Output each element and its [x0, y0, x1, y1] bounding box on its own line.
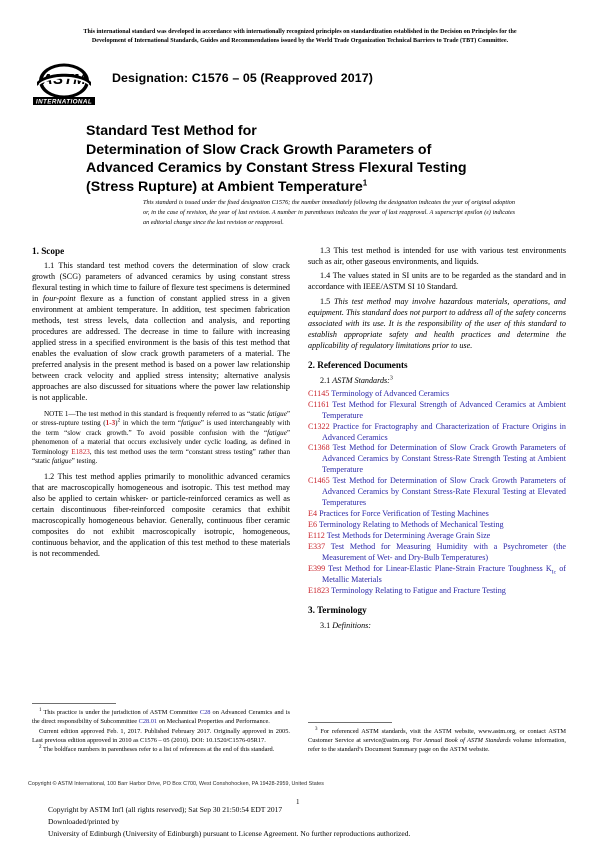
paragraph-1-5-number: 1.5 [320, 296, 331, 306]
four-point-emphasis: four-point [42, 293, 76, 303]
paragraph-1-1-number: 1.1 [44, 260, 55, 270]
tbt-banner [34, 28, 566, 47]
note-1: NOTE 1—The test method in this standard is frequently referred to as “static fatigue” or stress-rupture testing $(1-3)^2$ in which the term “fatigue” is used interchangeably with the term “slow crack growth.” To avoid possible confusion with the “fatigue” phenomenon of a material that occurs exclusively under cyclic loading, as defined in Terminology E1823, this test method uses the term “constant stress testing” rather than “static fatigue” testing. [32, 409, 291, 466]
committee-link-c28[interactable]: C28 [199, 709, 211, 716]
paragraph-1-2-number: 1.2 [44, 471, 55, 481]
footnote-1: $^1$ This practice is under the jurisdiction of ASTM Committee C28 on Advanced Ceramics and is the direct responsibility of Subcommittee C28.01 on Mechanical Properties and Performance. [32, 707, 290, 725]
astm-logo-subtext-label: INTERNATIONAL [35, 98, 93, 106]
reference-link-e1823[interactable]: E1823 [71, 447, 90, 456]
stamp-line-3: University of Edinburgh (University of Edinburgh) pursuant to License Agreement. No further reproductions authorized. [48, 828, 411, 838]
paragraph-1-1: 1.1 This standard test method covers the determination of slow crack growth (SCG) parameters of advanced ceramics by using constant stress flexural testing in which time to failure of flexure test specimens is determined in four-point flexure as a function of constant applied stress in a given environment at ambient temperature. In addition, test specimen fabrication methods, test stress levels, data collection and analysis, and reporting procedures are addressed. The decrease in time to failure with increasing applied stress in a specified environment is the basis of this test method that enables the evaluation of slow crack growth parameters of a material. The preferred analysis in the present method is based on a power law relationship between crack velocity and applied stress intensity; alternative analysis approaches are also discussed for situations where the power law relationship is not applicable. [32, 260, 290, 402]
list-item[interactable]: C1465 Test Method for Determination of Slow Crack Growth Parameters of Advanced Ceramics by Constant Stress-Rate Flexural Testing at Elevated Temperatures [308, 476, 566, 508]
section-heading-terminology: 3. Terminology [308, 605, 367, 616]
footnote-2: $^2$ The boldface numbers in parentheses refer to a list of references at the end of this standard. [39, 744, 275, 753]
subsection-astm-standards: 2.1 ASTM Standards:$^3$ [320, 374, 393, 385]
copyright-line: Copyright © ASTM International, 100 Barr Harbor Drive, PO Box C700, West Conshohocken, PA 19428-2959, United States [28, 781, 324, 787]
astm-logo [28, 62, 100, 108]
paragraph-1-2: 1.2 This test method applies primarily to monolithic advanced ceramics that are macroscopically homogeneous and isotropic. This test method may also be applied to certain whisker- or particle-reinforced ceramics as well as certain discontinuous fiber-reinforced composite ceramics that exhibit macroscopically homogeneous behavior. Generally, continuous fiber ceramic composites do not exhibit macroscopically isotropic, homogeneous, continuous behavior, and the application of this test method to these materials is not recommended. [32, 471, 291, 558]
title-line-2: Determination of Slow Crack Growth Parameters of [86, 141, 432, 158]
list-item[interactable]: E112 Test Methods for Determining Average Grain Size [308, 531, 491, 541]
footnote-3: $^3$ For referenced ASTM standards, visit the ASTM website, www.astm.org, or contact ASTM Customer Service at service@astm.org. For Annual Book of ASTM Standards volume information, refer to the standard’s Document Summary page on the ASTM website. [308, 726, 566, 753]
list-item[interactable]: E6 Terminology Relating to Methods of Mechanical Testing [308, 520, 504, 530]
svg-text:ASTM: ASTM [41, 71, 87, 88]
left-column [32, 246, 290, 559]
subcommittee-link-c2801[interactable]: C28.01 [138, 718, 158, 725]
note-1-label: NOTE 1— [44, 409, 76, 418]
footnote-current-edition: Current edition approved Feb. 1, 2017. Published February 2017. Originally approved in 2005. Last previous edition approved in 2010 as C1576 – 05 (2010). DOI: 10.1520/C1576-05R17. [32, 727, 290, 744]
title-line-1: Standard Test Method for [86, 123, 257, 139]
stamp-line-2: Downloaded/printed by [48, 816, 120, 826]
list-item[interactable]: C1368 Test Method for Determination of Slow Crack Growth Parameters of Advanced Ceramics by Constant Stress-Rate Strength Testing at Ambient Temperature [308, 443, 566, 475]
footnote-rule [308, 722, 392, 723]
referenced-standards-list [308, 389, 566, 597]
section-heading-scope: 1. Scope [32, 246, 65, 256]
list-item[interactable]: E399 Test Method for Linear-Elastic Plane-Strain Fracture Toughness $K_{Ic}$ of Metallic Materials [308, 564, 566, 585]
download-stamp [48, 804, 568, 840]
standard-issue-note: This standard is issued under the fixed designation C1576; the number immediately following the designation indicates the year of original adoption or, in the case of revision, the year of last revision. A number in parentheses indicates the year of last reapproval. A superscript epsilon (ε) indicates an editorial change since the last revision or reapproval. [143, 199, 515, 227]
list-item[interactable]: C1145 Terminology of Advanced Ceramics [308, 388, 450, 398]
page-title [86, 122, 556, 197]
logo-designation-row [28, 62, 568, 112]
paragraph-1-3: 1.3 This test method is intended for use with various test environments such as air, other gaseous environments, and liquids. [308, 246, 566, 266]
list-item[interactable]: E337 Test Method for Measuring Humidity with a Psychrometer (the Measurement of Wet- and Dry-Bulb Temperatures) [308, 542, 566, 563]
section-heading-referenced-documents: 2. Referenced Documents [308, 359, 408, 370]
designation-line: Designation: C1576 – 05 (Reapproved 2017) [112, 71, 373, 85]
title-line-3: Advanced Ceramics by Constant Stress Flexural Testing [86, 160, 467, 177]
list-item[interactable]: C1161 Test Method for Flexural Strength of Advanced Ceramics at Ambient Temperature [308, 399, 566, 420]
list-item[interactable]: E4 Practices for Force Verification of Testing Machines [308, 509, 489, 519]
footnotes-right [308, 722, 566, 754]
reference-link-1-3[interactable]: 1-3 [105, 419, 116, 428]
list-item[interactable]: C1322 Practice for Fractography and Characterization of Fracture Origins in Advanced Ceramics [308, 421, 566, 442]
paragraph-1-5: 1.5 This test method may involve hazardous materials, operations, and equipment. This standard does not purport to address all of the safety concerns associated with its use. It is the responsibility of the user of this standard to establish appropriate safety and health practices and determine the applicability of regulatory limitations prior to use. [308, 296, 566, 350]
title-footnote-marker: 1 [362, 178, 368, 188]
page-number: 1 [296, 798, 300, 806]
paragraph-1-3-number: 1.3 [320, 246, 331, 255]
tbt-banner-line-1: This international standard was developed in accordance with internationally recognized principles on standardization established in the Decision on Principles for the [83, 29, 517, 35]
right-column [308, 246, 566, 632]
tbt-banner-line-2: Development of International Standards, Guides and Recommendations issued by the World Trade Organization Technical Barriers to Trade (TBT) Committee. [91, 38, 509, 45]
stamp-line-1: Copyright by ASTM Int'l (all rights reserved); Sat Sep 30 21:50:54 EDT 2017 [48, 804, 283, 814]
footnote-rule [32, 703, 116, 704]
subsection-definitions: 3.1 Definitions: [320, 621, 372, 630]
paragraph-1-4: 1.4 The values stated in SI units are to be regarded as the standard and in accordance with IEEE/ASTM SI 10 Standard. [308, 271, 566, 292]
title-line-4: (Stress Rupture) at Ambient Temperature$^1$ [86, 178, 368, 196]
footnotes-left [32, 703, 290, 754]
paragraph-1-4-number: 1.4 [320, 271, 331, 281]
list-item[interactable]: E1823 Terminology Relating to Fatigue and Fracture Testing [308, 586, 506, 596]
